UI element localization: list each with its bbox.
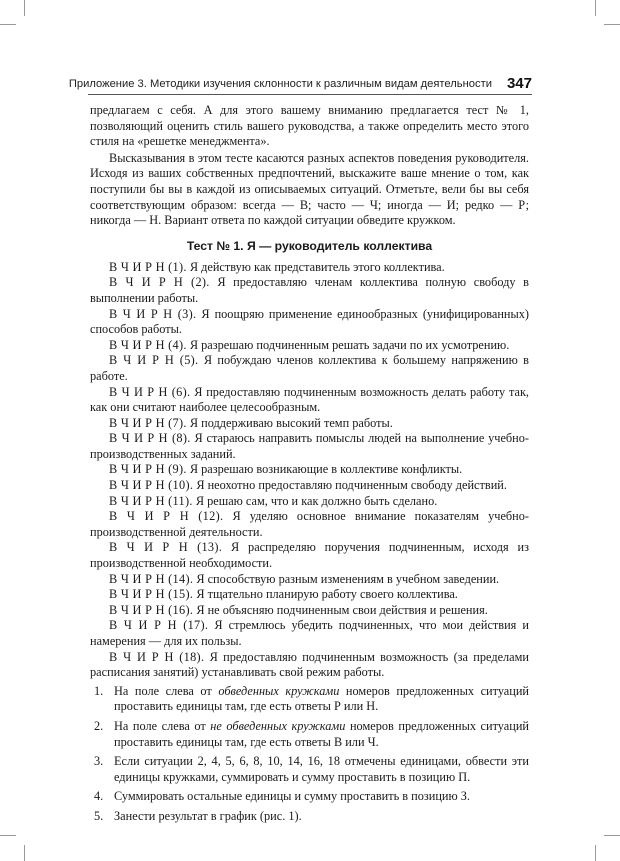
answer-options: В Ч И Р Н (6). — [109, 384, 191, 399]
page-number: 347 — [506, 75, 532, 92]
answer-options: В Ч И Р Н (2). — [109, 275, 210, 290]
item-text: Я предоставляю подчиненным возможность (за пределами расписания занятий) устанавливать свой режим работы. — [90, 649, 529, 680]
instructions-list — [90, 684, 529, 825]
crop-mark — [24, 845, 25, 861]
answer-options: В Ч И Р Н (1). — [109, 259, 187, 274]
test-item — [90, 275, 529, 306]
instruction-text: Занести результат в график (рис. 1). — [114, 808, 302, 823]
answer-options: В Ч И Р Н (5). — [109, 353, 199, 368]
crop-mark — [0, 24, 16, 25]
instruction-text: Суммировать остальные единицы и сумму проставить в позицию З. — [114, 789, 470, 804]
answer-options: В Ч И Р Н (12). — [109, 509, 224, 524]
crop-mark — [0, 835, 16, 836]
crop-mark — [595, 845, 596, 861]
answer-options: В Ч И Р Н (16). — [109, 602, 194, 617]
running-header — [68, 75, 532, 95]
test-item — [90, 587, 529, 603]
item-text: Я распределяю поручения подчиненным, исходя из производственной необходимости. — [90, 540, 529, 571]
instruction-text: На поле слева от — [114, 718, 211, 733]
running-header-title: Приложение 3. Методики изучения склонности к различным видам деятельности — [68, 78, 492, 90]
instruction-text: номеров предложенных ситуаций проставить единицы там, где есть ответы В или Ч. — [114, 718, 529, 749]
instruction-text: номеров предложенных ситуаций проставить единицы там, где есть ответы Р или Н. — [114, 683, 529, 714]
answer-options: В Ч И Р Н (7). — [109, 415, 187, 430]
test-item — [90, 431, 529, 462]
test-item — [90, 307, 529, 338]
test-item — [90, 540, 529, 571]
test-item — [90, 572, 529, 588]
answer-options: В Ч И Р Н (15). — [109, 587, 194, 602]
test-item — [90, 338, 529, 354]
instruction-number: 3. — [94, 754, 104, 769]
item-text: Я решаю сам, что и как должно быть сделано. — [195, 493, 438, 508]
crop-mark — [604, 835, 620, 836]
answer-options: В Ч И Р Н (18). — [109, 649, 205, 664]
item-text: Я разрешаю возникающие в коллективе конфликты. — [189, 462, 463, 477]
intro-paragraph-2: Высказывания в этом тесте касаются разных аспектов поведения руководителя. Исходя из ваших собственных предпочтений, выскажите ваше мнение о том, как поступили бы вы в каждой из описываемых ситуаций. Отметьте, вели бы вы себя соответствующим образом: всегда — В; часто — Ч; иногда — И; редко — Р; никогда — Н. Вариант ответа по каждой ситуации обведите кружком. — [90, 150, 529, 228]
test-item — [90, 478, 529, 494]
test-title: Тест № 1. Я — руководитель коллектива — [186, 238, 433, 253]
item-text: Я способствую разным изменениям в учебном заведении. — [196, 571, 500, 586]
instruction-number: 2. — [94, 718, 104, 733]
test-items-list — [90, 260, 529, 681]
item-text: Я поддерживаю высокий темп работы. — [189, 415, 393, 430]
instruction-emphasis: не обведенных кружками — [210, 718, 346, 733]
test-item — [90, 462, 529, 478]
instruction-number: 5. — [94, 808, 104, 823]
test-item — [90, 650, 529, 681]
intro-paragraph-1: предлагаем с себя. А для этого вашему вниманию предлагается тест № 1, позволяющий оценить стиль вашего руководства, а также определить место этого стиля на «решетке менеджмента». — [90, 103, 529, 149]
instruction-item — [90, 789, 529, 805]
answer-options: В Ч И Р Н (4). — [109, 337, 187, 352]
crop-mark — [24, 0, 25, 16]
instruction-number: 4. — [94, 789, 104, 804]
test-item — [90, 385, 529, 416]
item-text: Я побуждаю членов коллектива к большему напряжению в работе. — [90, 353, 529, 383]
page-body — [90, 103, 529, 829]
instruction-text: На поле слева от — [114, 683, 219, 698]
item-text: Я неохотно предоставляю подчиненным свободу действий. — [196, 478, 507, 493]
instruction-item — [90, 809, 529, 825]
answer-options: В Ч И Р Н (11). — [109, 493, 193, 508]
instruction-item — [90, 754, 529, 785]
item-text: Я не объясняю подчиненным свои действия и решения. — [196, 602, 488, 617]
item-text: Я поощряю применение единообразных (унифицированных) способов работы. — [90, 306, 529, 337]
test-item — [90, 618, 529, 649]
answer-options: В Ч И Р Н (8). — [109, 431, 191, 446]
item-text: Я стремлюсь убедить подчиненных, что мои действия и намерения — для их пользы. — [90, 618, 529, 648]
instruction-number: 1. — [94, 683, 104, 698]
answer-options: В Ч И Р Н (13). — [109, 540, 223, 555]
answer-options: В Ч И Р Н (14). — [109, 571, 194, 586]
item-text: Я уделяю основное внимание показателям учебно-производственной деятельности. — [90, 509, 530, 539]
answer-options: В Ч И Р Н (9). — [109, 462, 187, 477]
test-item — [90, 509, 529, 540]
instruction-item — [90, 684, 529, 715]
instruction-item — [90, 719, 529, 750]
answer-options: В Ч И Р Н (10). — [109, 478, 194, 493]
test-item — [90, 416, 529, 432]
test-item — [90, 353, 529, 384]
test-item — [90, 603, 529, 619]
item-text: Я разрешаю подчиненным решать задачи по их усмотрению. — [189, 337, 510, 352]
crop-mark — [595, 0, 596, 16]
test-item — [90, 260, 529, 276]
item-text: Я действую как представитель этого коллектива. — [189, 259, 445, 274]
answer-options: В Ч И Р Н (17). — [109, 618, 209, 633]
instruction-text: Если ситуации 2, 4, 5, 6, 8, 10, 14, 16, 18 отмечены единицами, обвести эти единицы кружками, суммировать и сумму проставить в позицию П. — [114, 754, 529, 784]
test-item — [90, 494, 529, 510]
item-text: Я предоставляю подчиненным возможность делать работу так, как они считают наиболее целесообразным. — [90, 384, 530, 415]
instruction-emphasis: обведенных кружками — [218, 683, 340, 698]
crop-mark — [604, 24, 620, 25]
item-text: Я стараюсь направить помыслы людей на выполнение учебно-производственных заданий. — [90, 431, 529, 461]
item-text: Я предоставляю членам коллектива полную свободу в выполнении работы. — [90, 275, 529, 305]
answer-options: В Ч И Р Н (3). — [109, 306, 197, 321]
item-text: Я тщательно планирую работу своего коллектива. — [196, 587, 458, 602]
